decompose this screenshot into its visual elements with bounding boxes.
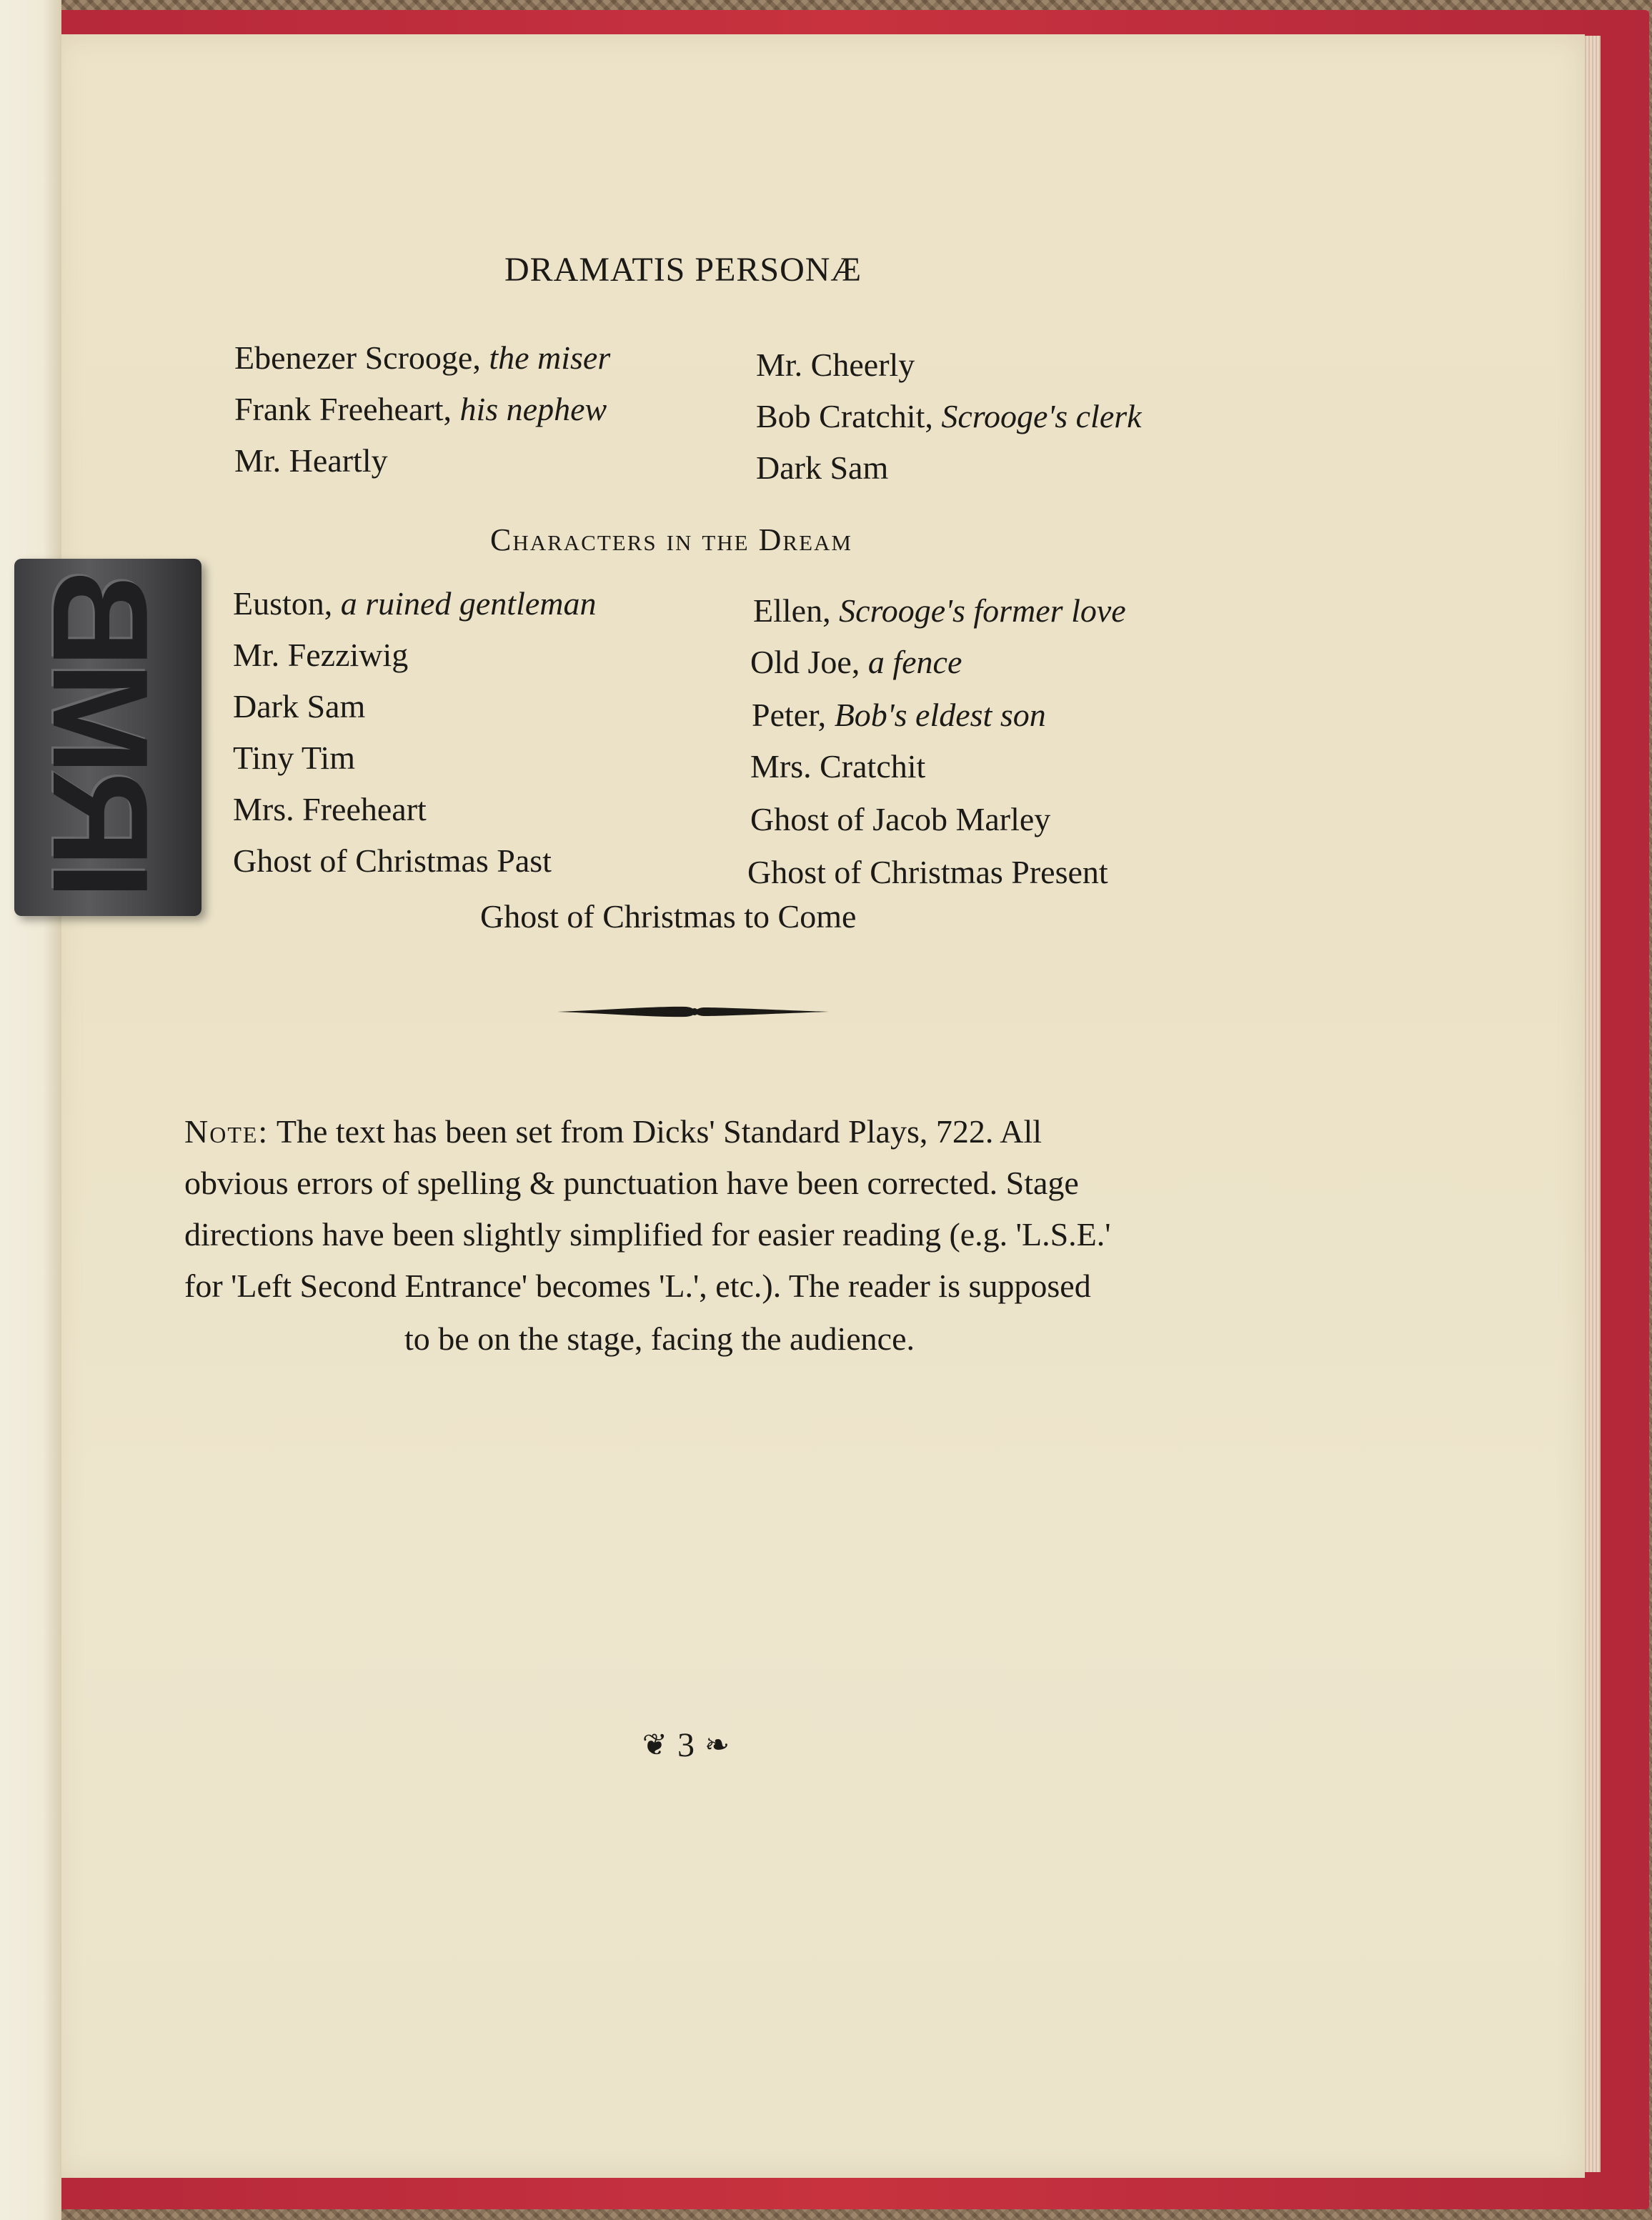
dream-right-item: Peter, Bob's eldest son — [752, 697, 1046, 733]
fleuron-right-icon: ❧ — [705, 1729, 730, 1762]
dream-left-item: Mr. Fezziwig — [233, 637, 409, 673]
dream-right-item: Mrs. Cratchit — [750, 748, 926, 785]
dream-left-item: Mrs. Freeheart — [233, 791, 427, 827]
dream-right-item: Old Joe, a fence — [750, 644, 962, 680]
dream-section-heading: Characters in the Dream — [490, 522, 852, 557]
cast-right-item: Bob Cratchit, Scrooge's clerk — [756, 398, 1142, 434]
ornamental-divider — [557, 1002, 829, 1021]
note-line: directions have been slightly simplified for easier reading (e.g. 'L.S.E.' — [184, 1216, 1111, 1253]
metal-type-block — [14, 559, 201, 916]
cast-right-item: Dark Sam — [756, 449, 889, 486]
note-line: obvious errors of spelling & punctuation have been corrected. Stage — [184, 1165, 1079, 1201]
note-line: for 'Left Second Entrance' becomes 'L.', etc.). The reader is supposed — [184, 1268, 1091, 1304]
cast-left-item: Ebenezer Scrooge, the miser — [234, 339, 611, 376]
dream-right-item: Ghost of Jacob Marley — [750, 801, 1051, 837]
page-number-value: 3 — [677, 1726, 695, 1764]
dream-right-item: Ghost of Christmas Present — [747, 854, 1108, 890]
left-page-edge — [0, 0, 61, 2220]
note-line: to be on the stage, facing the audience. — [404, 1320, 915, 1357]
dream-left-item: Euston, a ruined gentleman — [233, 585, 597, 622]
fleuron-left-icon: ❦ — [642, 1729, 667, 1762]
dream-left-item: Ghost of Christmas Past — [233, 842, 552, 879]
type-block-letters: IRMB — [24, 575, 176, 900]
cast-left-item: Frank Freeheart, his nephew — [234, 391, 607, 427]
note-line: Note: The text has been set from Dicks' Standard Plays, 722. All — [184, 1113, 1043, 1150]
note-label: Note: — [184, 1113, 269, 1150]
page-number — [607, 1723, 765, 1766]
dream-center-item: Ghost of Christmas to Come — [480, 898, 857, 935]
page-title: DRAMATIS PERSONÆ — [504, 251, 862, 289]
cast-left-item: Mr. Heartly — [234, 442, 388, 479]
dream-right-item: Ellen, Scrooge's former love — [753, 592, 1126, 629]
dream-left-item: Dark Sam — [233, 688, 366, 725]
cast-right-item: Mr. Cheerly — [756, 347, 915, 383]
dream-left-item: Tiny Tim — [233, 740, 355, 776]
